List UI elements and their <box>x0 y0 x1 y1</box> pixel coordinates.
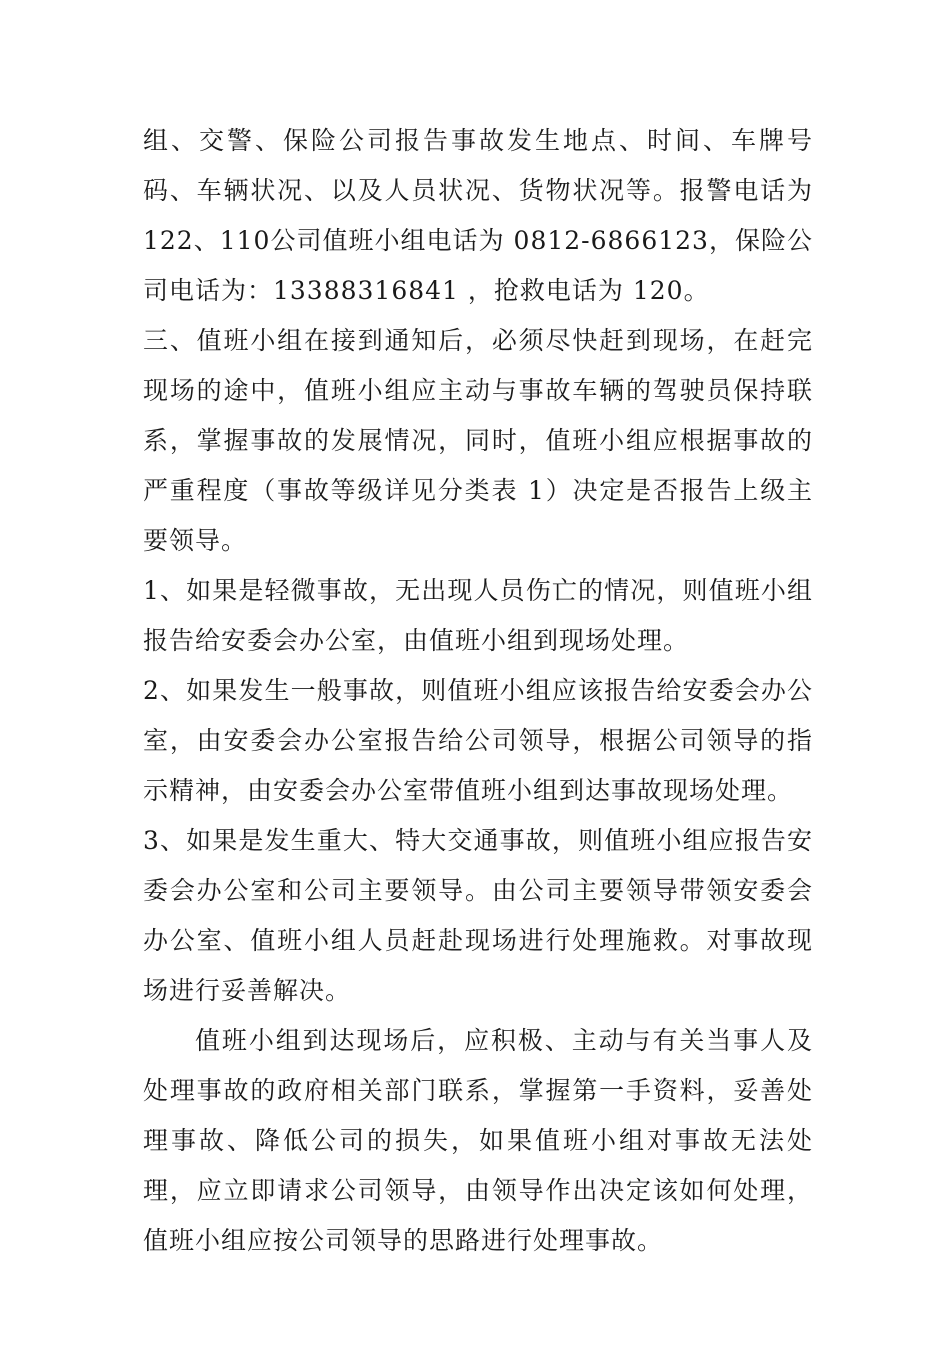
paragraph-on-site-handling: 值班小组到达现场后，应积极、主动与有关当事人及处理事故的政府相关部门联系，掌握第一手资料，妥善处理事故、降低公司的损失，如果值班小组对事故无法处理，应立即请求公司领导，由领导作出决定该如何处理，值班小组应按公司领导的思路进行处理事故。 <box>143 1026 813 1255</box>
paragraph-section-three: 三、值班小组在接到通知后，必须尽快赶到现场，在赶完现场的途中，值班小组应主动与事故车辆的驾驶员保持联系，掌握事故的发展情况，同时，值班小组应根据事故的严重程度（事故等级详见分类表 1）决定是否报告上级主要领导。 <box>143 326 813 555</box>
paragraph-general-accident: 2、如果发生一般事故，则值班小组应该报告给安委会办公室，由安委会办公室报告给公司领导，根据公司领导的指示精神，由安委会办公室带值班小组到达事故现场处理。 <box>143 676 813 805</box>
paragraph-minor-accident: 1、如果是轻微事故，无出现人员伤亡的情况，则值班小组报告给安委会办公室，由值班小组到现场处理。 <box>143 576 813 655</box>
paragraph-report-info: 组、交警、保险公司报告事故发生地点、时间、车牌号码、车辆状况、以及人员状况、货物状况等。报警电话为 122、110公司值班小组电话为 0812-6866123，保险公司电话为：13388316841 ，抢救电话为 120。 <box>143 126 813 305</box>
document-body <box>143 116 813 1266</box>
paragraph-major-accident: 3、如果是发生重大、特大交通事故，则值班小组应报告安委会办公室和公司主要领导。由公司主要领导带领安委会办公室、值班小组人员赶赴现场进行处理施救。对事故现场进行妥善解决。 <box>143 826 813 1005</box>
